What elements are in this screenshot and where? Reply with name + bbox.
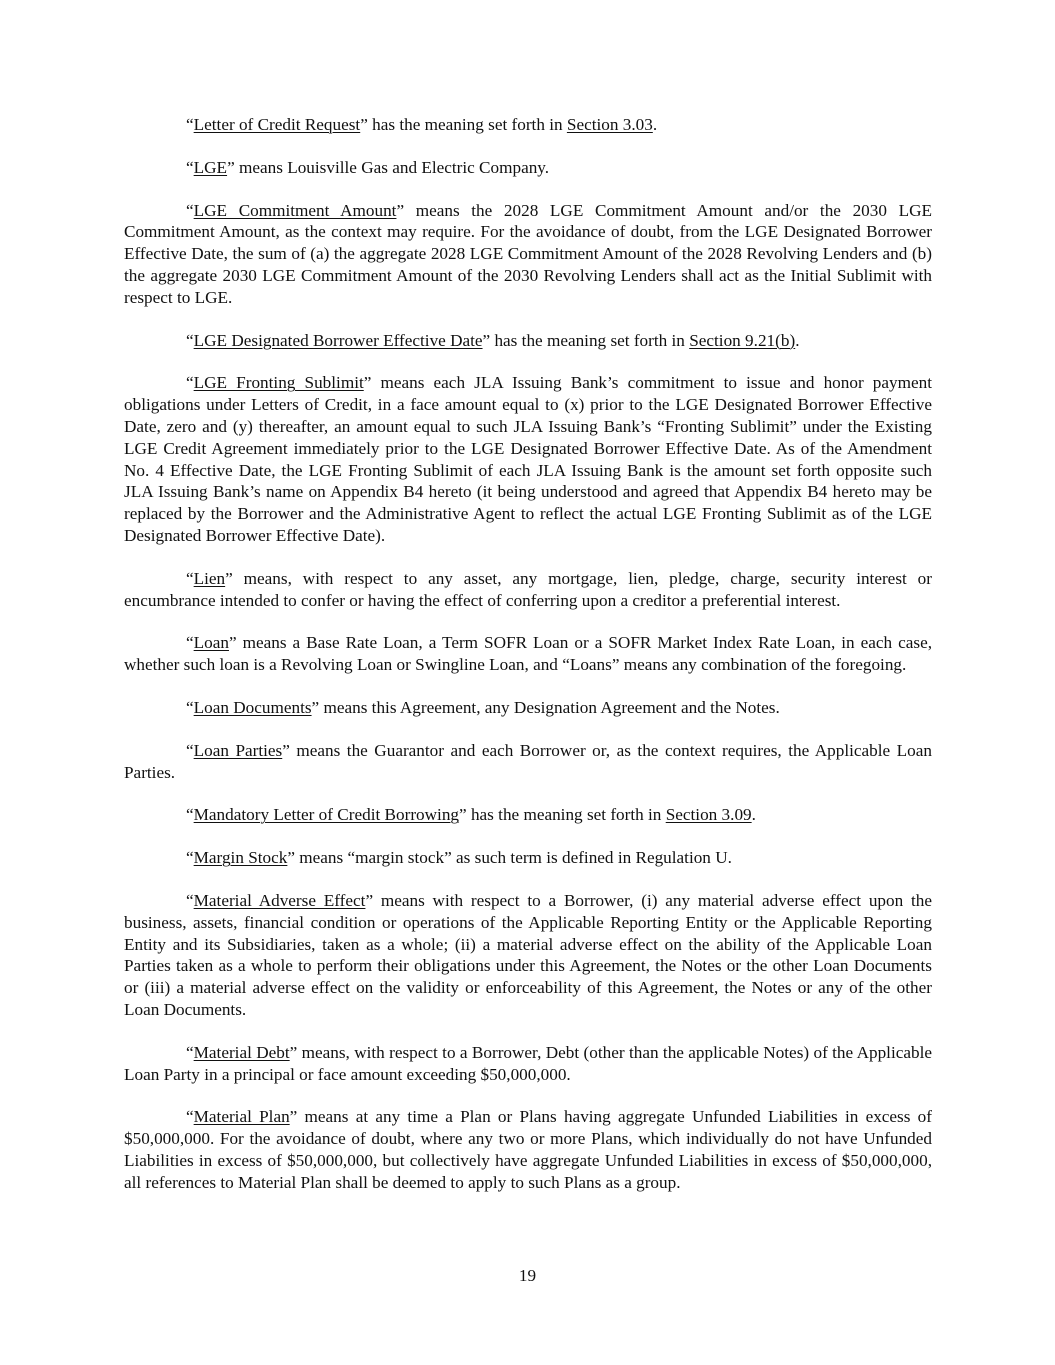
definition-letter-of-credit-request — [124, 114, 932, 136]
section-reference-link[interactable]: Section 3.09 — [665, 805, 752, 825]
defined-term: Lien — [193, 568, 226, 588]
open-quote: “ — [186, 697, 194, 717]
definition-text: ” means, with respect to a Borrower, Debt (other than the applicable Notes) of the Applicable Loan Party in a principal or face amount exceeding $50,000,000. — [124, 1042, 932, 1084]
definition-material-adverse-effect — [124, 890, 932, 1021]
definition-text: ” means Louisville Gas and Electric Company. — [227, 157, 550, 177]
defined-term: LGE — [193, 157, 228, 177]
definition-end: . — [795, 330, 800, 350]
definition-text: ” means the Guarantor and each Borrower or, as the context requires, the Applicable Loan Parties. — [124, 740, 932, 782]
definition-loan — [124, 632, 932, 676]
definition-text: ” means “margin stock” as such term is defined in Regulation U. — [287, 848, 732, 868]
open-quote: “ — [186, 633, 194, 653]
definition-lge — [124, 157, 932, 179]
open-quote: “ — [186, 805, 194, 825]
definition-loan-parties — [124, 740, 932, 784]
defined-term: LGE Designated Borrower Effective Date — [193, 330, 483, 350]
definition-text: ” means a Base Rate Loan, a Term SOFR Loan or a SOFR Market Index Rate Loan, in each case, whether such loan is a Revolving Loan or Swingline Loan, and “Loans” means any combination of the foregoing. — [124, 633, 932, 675]
open-quote: “ — [186, 890, 194, 910]
open-quote: “ — [186, 330, 194, 350]
definition-end: . — [652, 115, 658, 134]
definition-mandatory-letter-of-credit-borrowing — [124, 804, 932, 826]
open-quote: “ — [186, 157, 194, 177]
open-quote: “ — [186, 848, 194, 868]
open-quote: “ — [186, 200, 194, 220]
definition-lge-fronting-sublimit — [124, 372, 932, 546]
defined-term: Loan Documents — [193, 697, 312, 717]
open-quote: “ — [186, 1042, 194, 1062]
definition-margin-stock — [124, 847, 932, 869]
definition-text: ” means this Agreement, any Designation Agreement and the Notes. — [311, 697, 780, 717]
definition-end: . — [751, 805, 756, 825]
defined-term: Material Debt — [193, 1042, 290, 1062]
defined-term: Material Plan — [193, 1107, 290, 1127]
defined-term: Loan — [193, 633, 229, 653]
open-quote: “ — [186, 568, 194, 588]
open-quote: “ — [186, 1107, 194, 1127]
definition-lge-designated-borrower-effective-date — [124, 330, 932, 352]
definition-lien — [124, 568, 932, 612]
defined-term: Margin Stock — [193, 848, 288, 868]
defined-term: Mandatory Letter of Credit Borrowing — [193, 805, 460, 825]
definition-text: ” means the 2028 LGE Commitment Amount and/or the 2030 LGE Commitment Amount, as the context may require. For the avoidance of doubt, from the LGE Designated Borrower Effective Date, the sum of (a) the aggregate 2028 LGE Commitment Amount of the 2028 Revolving Lenders and (b) the aggregate 2030 LGE Commitment Amount of the 2030 Revolving Lenders shall act as the Initial Sublimit with respect to LGE. — [124, 200, 932, 307]
definition-text: ” means each JLA Issuing Bank’s commitment to issue and honor payment obligations under Letters of Credit, in a face amount equal to (x) prior to the LGE Designated Borrower Effective Date, zero and (y) thereafter, an amount equal to such JLA Issuing Bank’s “Fronting Sublimit” under the Existing LGE Credit Agreement immediately prior to the LGE Designated Borrower Effective Date. As of the Amendment No. 4 Effective Date, the LGE Fronting Sublimit of each JLA Issuing Bank is the amount set forth opposite such JLA Issuing Bank’s name on Appendix B4 hereto (it being understood and agreed that Appendix B4 hereto may be replaced by the Borrower and the Administrative Agent to reflect the actual LGE Fronting Sublimit as of the LGE Designated Borrower Effective Date). — [124, 373, 932, 545]
open-quote: “ — [186, 115, 194, 134]
definition-text: ” means at any time a Plan or Plans having aggregate Unfunded Liabilities in excess of $50,000,000. For the avoidance of doubt, where any two or more Plans, which individually do not have Unfunded Liabilities in excess of $50,000,000, but collectively have aggregate Unfunded Liabilities in excess of $50,000,000, all references to Material Plan shall be deemed to apply to such Plans as a group. — [124, 1107, 933, 1192]
definition-material-plan — [124, 1106, 932, 1193]
defined-term: Loan Parties — [193, 740, 283, 760]
section-reference-link[interactable]: Section 9.21(b) — [689, 330, 796, 350]
page-number: 19 — [518, 1266, 537, 1285]
definition-text: ” has the meaning set forth in — [482, 330, 690, 350]
open-quote: “ — [186, 740, 194, 760]
document-page — [124, 114, 932, 1214]
definition-text: ” means, with respect to any asset, any mortgage, lien, pledge, charge, security interest or encumbrance intended to confer or having the effect of conferring upon a creditor a preferential interest. — [124, 568, 932, 610]
defined-term: LGE Commitment Amount — [193, 200, 397, 220]
defined-term: Material Adverse Effect — [193, 890, 366, 910]
defined-term: LGE Fronting Sublimit — [193, 373, 364, 393]
open-quote: “ — [186, 373, 194, 393]
section-reference-link[interactable]: Section 3.03 — [566, 115, 653, 134]
definition-material-debt — [124, 1042, 932, 1086]
definition-text: ” means with respect to a Borrower, (i) any material adverse effect upon the business, assets, financial condition or operations of the Applicable Reporting Entity or the Applicable Reporting Entity and its Subsidiaries, taken as a whole; (ii) a material adverse effect on the ability of the Applicable Loan Parties taken as a whole to perform their obligations under this Agreement, the Notes or the other Loan Documents or (iii) a material adverse effect on the validity or enforceability of this Agreement, the Notes or any of the other Loan Documents. — [124, 890, 932, 1019]
definition-loan-documents — [124, 697, 932, 719]
definition-text: ” has the meaning set forth in — [459, 805, 666, 825]
defined-term: Letter of Credit Request — [193, 115, 361, 134]
definition-text: ” has the meaning set forth in — [360, 115, 567, 134]
definition-lge-commitment-amount — [124, 200, 932, 309]
